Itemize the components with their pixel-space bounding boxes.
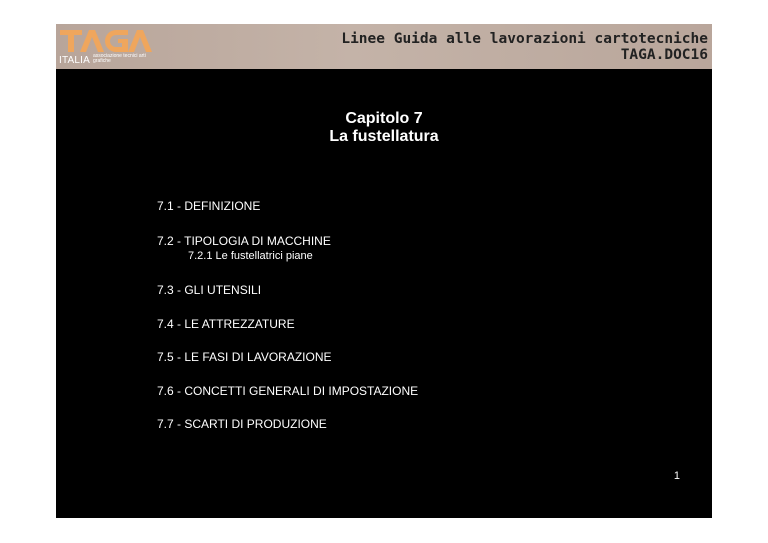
toc-subitem-7-2-1: 7.2.1 Le fustellatrici piane xyxy=(188,250,313,262)
document-code: TAGA.DOC16 xyxy=(620,47,708,63)
logo-sub-text: ITALIA xyxy=(59,55,91,66)
page-number: 1 xyxy=(673,470,680,482)
logo-association-text: associazione tecnici arti grafiche xyxy=(93,53,146,64)
toc-item-7-3: 7.3 - GLI UTENSILI xyxy=(157,283,262,297)
chapter-number: Capitolo 7 xyxy=(345,110,423,127)
toc-item-7-4: 7.4 - LE ATTREZZATURE xyxy=(157,317,295,331)
slide xyxy=(56,24,712,518)
toc-item-7-6: 7.6 - CONCETTI GENERALI DI IMPOSTAZIONE xyxy=(157,384,419,398)
toc-item-7-7: 7.7 - SCARTI DI PRODUZIONE xyxy=(157,417,327,431)
toc-item-7-5: 7.5 - LE FASI DI LAVORAZIONE xyxy=(157,350,332,364)
chapter-heading xyxy=(56,110,712,146)
document-title xyxy=(341,31,708,63)
toc-item-7-2: 7.2 - TIPOLOGIA DI MACCHINE xyxy=(157,234,331,248)
toc-item-7-1: 7.1 - DEFINIZIONE xyxy=(157,199,261,213)
document-title-line1: Linee Guida alle lavorazioni cartotecniche xyxy=(341,31,708,47)
slide-header xyxy=(56,24,712,69)
chapter-title: La fustellatura xyxy=(329,128,439,145)
taga-logo xyxy=(56,24,168,69)
